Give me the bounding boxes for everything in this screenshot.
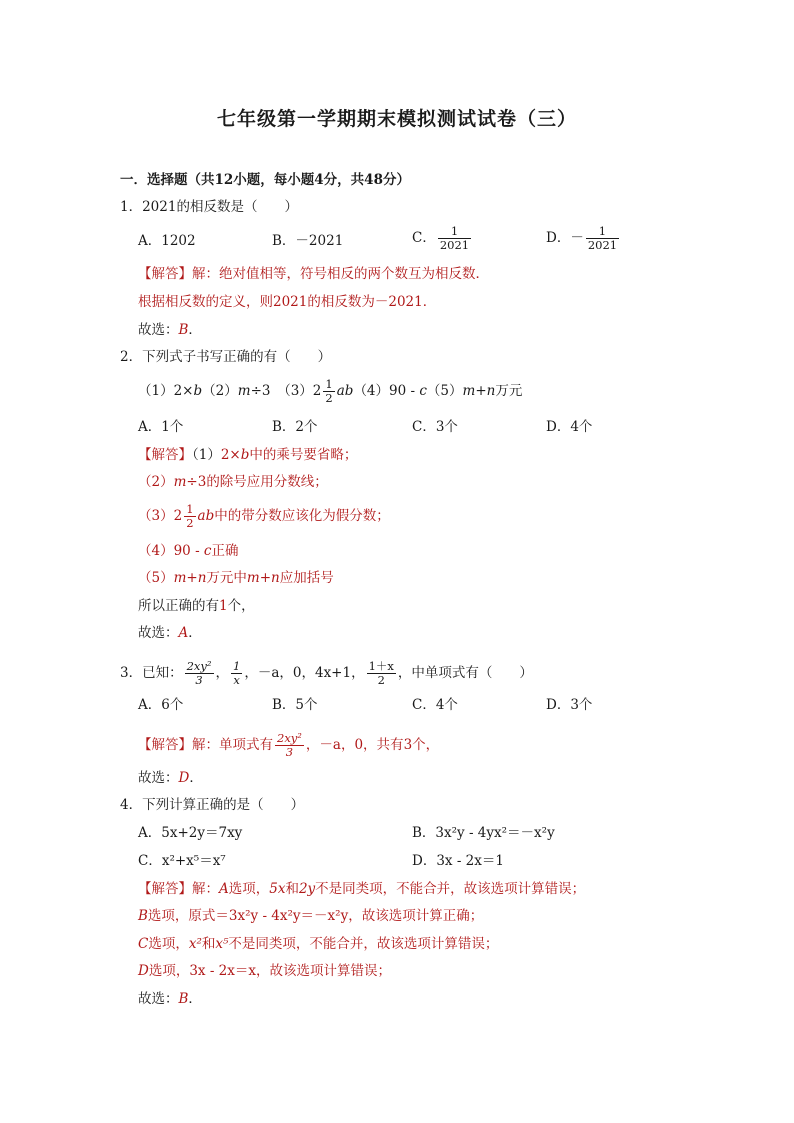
a1-expr: 2× [220,447,241,463]
q2-item-5-var: m+n [462,383,496,399]
q4-stem: 4．下列计算正确的是（ ） [120,797,305,813]
choose-answer: B [178,322,189,338]
q3-option-b: B．5个 [272,697,318,713]
q2-answer-line-1 [138,445,357,465]
option-letter: C [138,936,149,952]
q3-stem-mid: ，－a，0，4x+1， [244,665,365,681]
denominator: x [231,673,242,687]
q3-option-a: A．6个 [138,697,184,713]
numerator: 2xy² [186,659,212,673]
a2-expr: ÷3 [186,474,207,490]
q3-stem-prefix: 3．已知： [120,665,183,681]
choose-suffix: ． [188,991,202,1007]
option-letter: B [138,908,148,924]
a5-text: 应加括号 [279,570,334,586]
q2-item-4-var: c [419,383,427,399]
answer-mid: 选项， [148,936,189,952]
q2-answer-line-2 [138,472,328,492]
choose-answer: D [178,770,190,786]
a3-fraction [184,503,195,530]
answer-text: 选项，3x - 2x＝x，故该选项计算错误； [148,963,391,979]
q2-item-3: ÷3 （3）2 [250,383,322,399]
choose-prefix: 故选： [138,322,179,338]
q3-stem [120,660,533,687]
conclusion-suffix: 个， [227,598,255,614]
term-x2: x² [188,936,202,952]
term-x5: x⁵ [215,936,229,952]
numerator: 1 [186,502,194,516]
q3-answer-fraction [275,732,304,759]
a3-prefix: （3） [138,508,174,524]
q1-option-d [546,225,621,252]
conclusion-number: 1 [219,598,228,614]
q2-option-c: C．3个 [412,419,458,435]
answer-tag: 【解答】 [138,737,192,753]
a2-prefix: （2） [138,474,174,490]
a3-text: 中的带分数应该化为假分数； [214,508,390,524]
answer-mid: ，－a，0，共有 [305,737,404,753]
denominator: 2 [186,516,194,530]
a2-var: m [173,474,187,490]
q2-item-3-fraction [323,378,334,405]
answer-tag: 【解答】 [138,881,192,897]
q3-fraction-2 [231,660,242,687]
q4-option-a: A．5x+2y＝7xy [138,825,243,841]
choose-suffix: ． [188,625,202,641]
q2-answer-line-5 [138,568,334,588]
answer-suffix: 个， [412,737,440,753]
answer-tag: 【解答】 [138,266,192,282]
conjunction: 和 [285,881,299,897]
choose-answer: B [178,991,189,1007]
q4-option-b: B．3x²y - 4yx²＝－x²y [412,825,555,841]
q4-option-d: D．3x - 2x＝1 [412,853,504,869]
conclusion-text: 所以正确的有 [138,598,219,614]
q3-fraction-3 [367,660,396,687]
answer-text: 不是同类项，不能合并，故该选项计算错误； [315,881,586,897]
numerator: 2xy² [277,731,302,745]
a1-prefix: （1） [192,447,221,463]
q2-item-2-var: m [237,383,251,399]
numerator: 1 [233,659,241,673]
q1-option-b: B．－2021 [272,233,344,249]
a3-whole: 2 [173,508,183,524]
term-5x: 5x [269,881,286,897]
q3-fraction-1 [185,660,214,687]
denominator: 2 [367,673,396,687]
answer-mid: 选项， [228,881,270,897]
q1-option-c-label: C． [412,230,436,246]
q3-choose [138,768,203,788]
option-letter: A [219,881,229,897]
q2-option-b: B．2个 [272,419,318,435]
q2-item-3-var: ab [336,383,354,399]
q1-option-c-fraction [438,225,471,252]
choose-prefix: 故选： [138,770,179,786]
q2-item-1: （1）2× [138,383,194,399]
q2-item-2: （2） [202,383,238,399]
a3-var: ab [197,508,215,524]
q2-item-5-unit: 万元 [495,383,523,399]
q2-item-1-var: b [193,383,203,399]
answer-text: 选项，原式＝3x²y - 4x²y＝－x²y，故该选项计算正确； [147,908,484,924]
q2-item-5: （5） [426,383,463,399]
a1-var: b [240,447,250,463]
q3-option-d: D．3个 [546,697,593,713]
answer-prefix: 解： [192,881,219,897]
q3-option-c: C．4个 [412,697,458,713]
choose-suffix: ． [189,770,203,786]
numerator: 1 [450,224,459,238]
q3-answer [138,732,439,759]
a4-var: c [203,543,212,559]
numerator: 1 [598,224,607,238]
a4-text: 正确 [211,543,239,559]
answer-text: 不是同类项，不能合并，故该选项计算错误； [228,936,499,952]
denominator: 2021 [439,238,470,252]
a5-var: m+n [173,570,207,586]
q2-conclusion [138,596,255,616]
a2-text: 的除号应用分数线； [206,474,328,490]
conjunction: 和 [201,936,216,952]
denominator: 3 [275,745,304,759]
a5-var-2: m+n [246,570,280,586]
a4-prefix: （4） [138,543,174,559]
numerator: 1＋x [368,659,394,673]
q2-choose [138,623,202,643]
q4-answer-line-4 [138,961,391,981]
numerator: 1 [325,377,333,391]
option-letter: D [138,963,149,979]
q2-item-4: （4）90 - [353,383,420,399]
section-heading: 一．选择题（共12小题，每小题4分，共48分） [120,172,410,188]
choose-suffix: ． [188,322,202,338]
q3-stem-suffix: ，中单项式有（ ） [397,665,533,681]
q4-choose [138,989,202,1009]
a4-expr: 90 - [173,543,204,559]
q2-option-a: A．1个 [138,419,184,435]
denominator: 2 [325,391,333,405]
choose-prefix: 故选： [138,625,179,641]
choose-prefix: 故选： [138,991,179,1007]
q1-choose [138,320,202,340]
q2-answer-line-4 [138,541,238,561]
q1-answer-line-1 [138,264,489,284]
q1-answer-line-2: 根据相反数的定义，则2021的相反数为－2021． [138,294,437,310]
answer-tag: 【解答】 [138,447,192,463]
q1-option-d-fraction [586,225,619,252]
q2-stem: 2．下列式子书写正确的有（ ） [120,349,332,365]
denominator: 2021 [587,238,618,252]
q4-answer-line-2 [138,906,483,926]
q4-answer-line-1 [138,879,585,899]
choose-answer: A [178,625,189,641]
q2-answer-line-3 [138,503,390,530]
separator: ， [215,665,230,681]
q2-option-d: D．4个 [546,419,593,435]
q1-option-a: A．1202 [138,233,196,249]
q1-option-d-label: D．－ [546,230,584,246]
page-title: 七年级第一学期期末模拟测试试卷（三） [216,108,577,130]
answer-count: 3 [403,737,413,753]
a5-mid: 万元中 [206,570,247,586]
q4-answer-line-3 [138,934,498,954]
term-2y: 2y [298,881,316,897]
q4-option-c: C．x²+x⁵＝x⁷ [138,853,226,869]
a1-text: 中的乘号要省略； [249,447,358,463]
answer-prefix: 解：单项式有 [192,737,273,753]
answer-text: 解：绝对值相等，符号相反的两个数互为相反数． [192,266,489,282]
q1-option-c [412,225,473,252]
a5-prefix: （5） [138,570,174,586]
q1-stem: 1．2021的相反数是（ ） [120,199,298,215]
q2-items [138,378,522,405]
denominator: 3 [185,673,214,687]
